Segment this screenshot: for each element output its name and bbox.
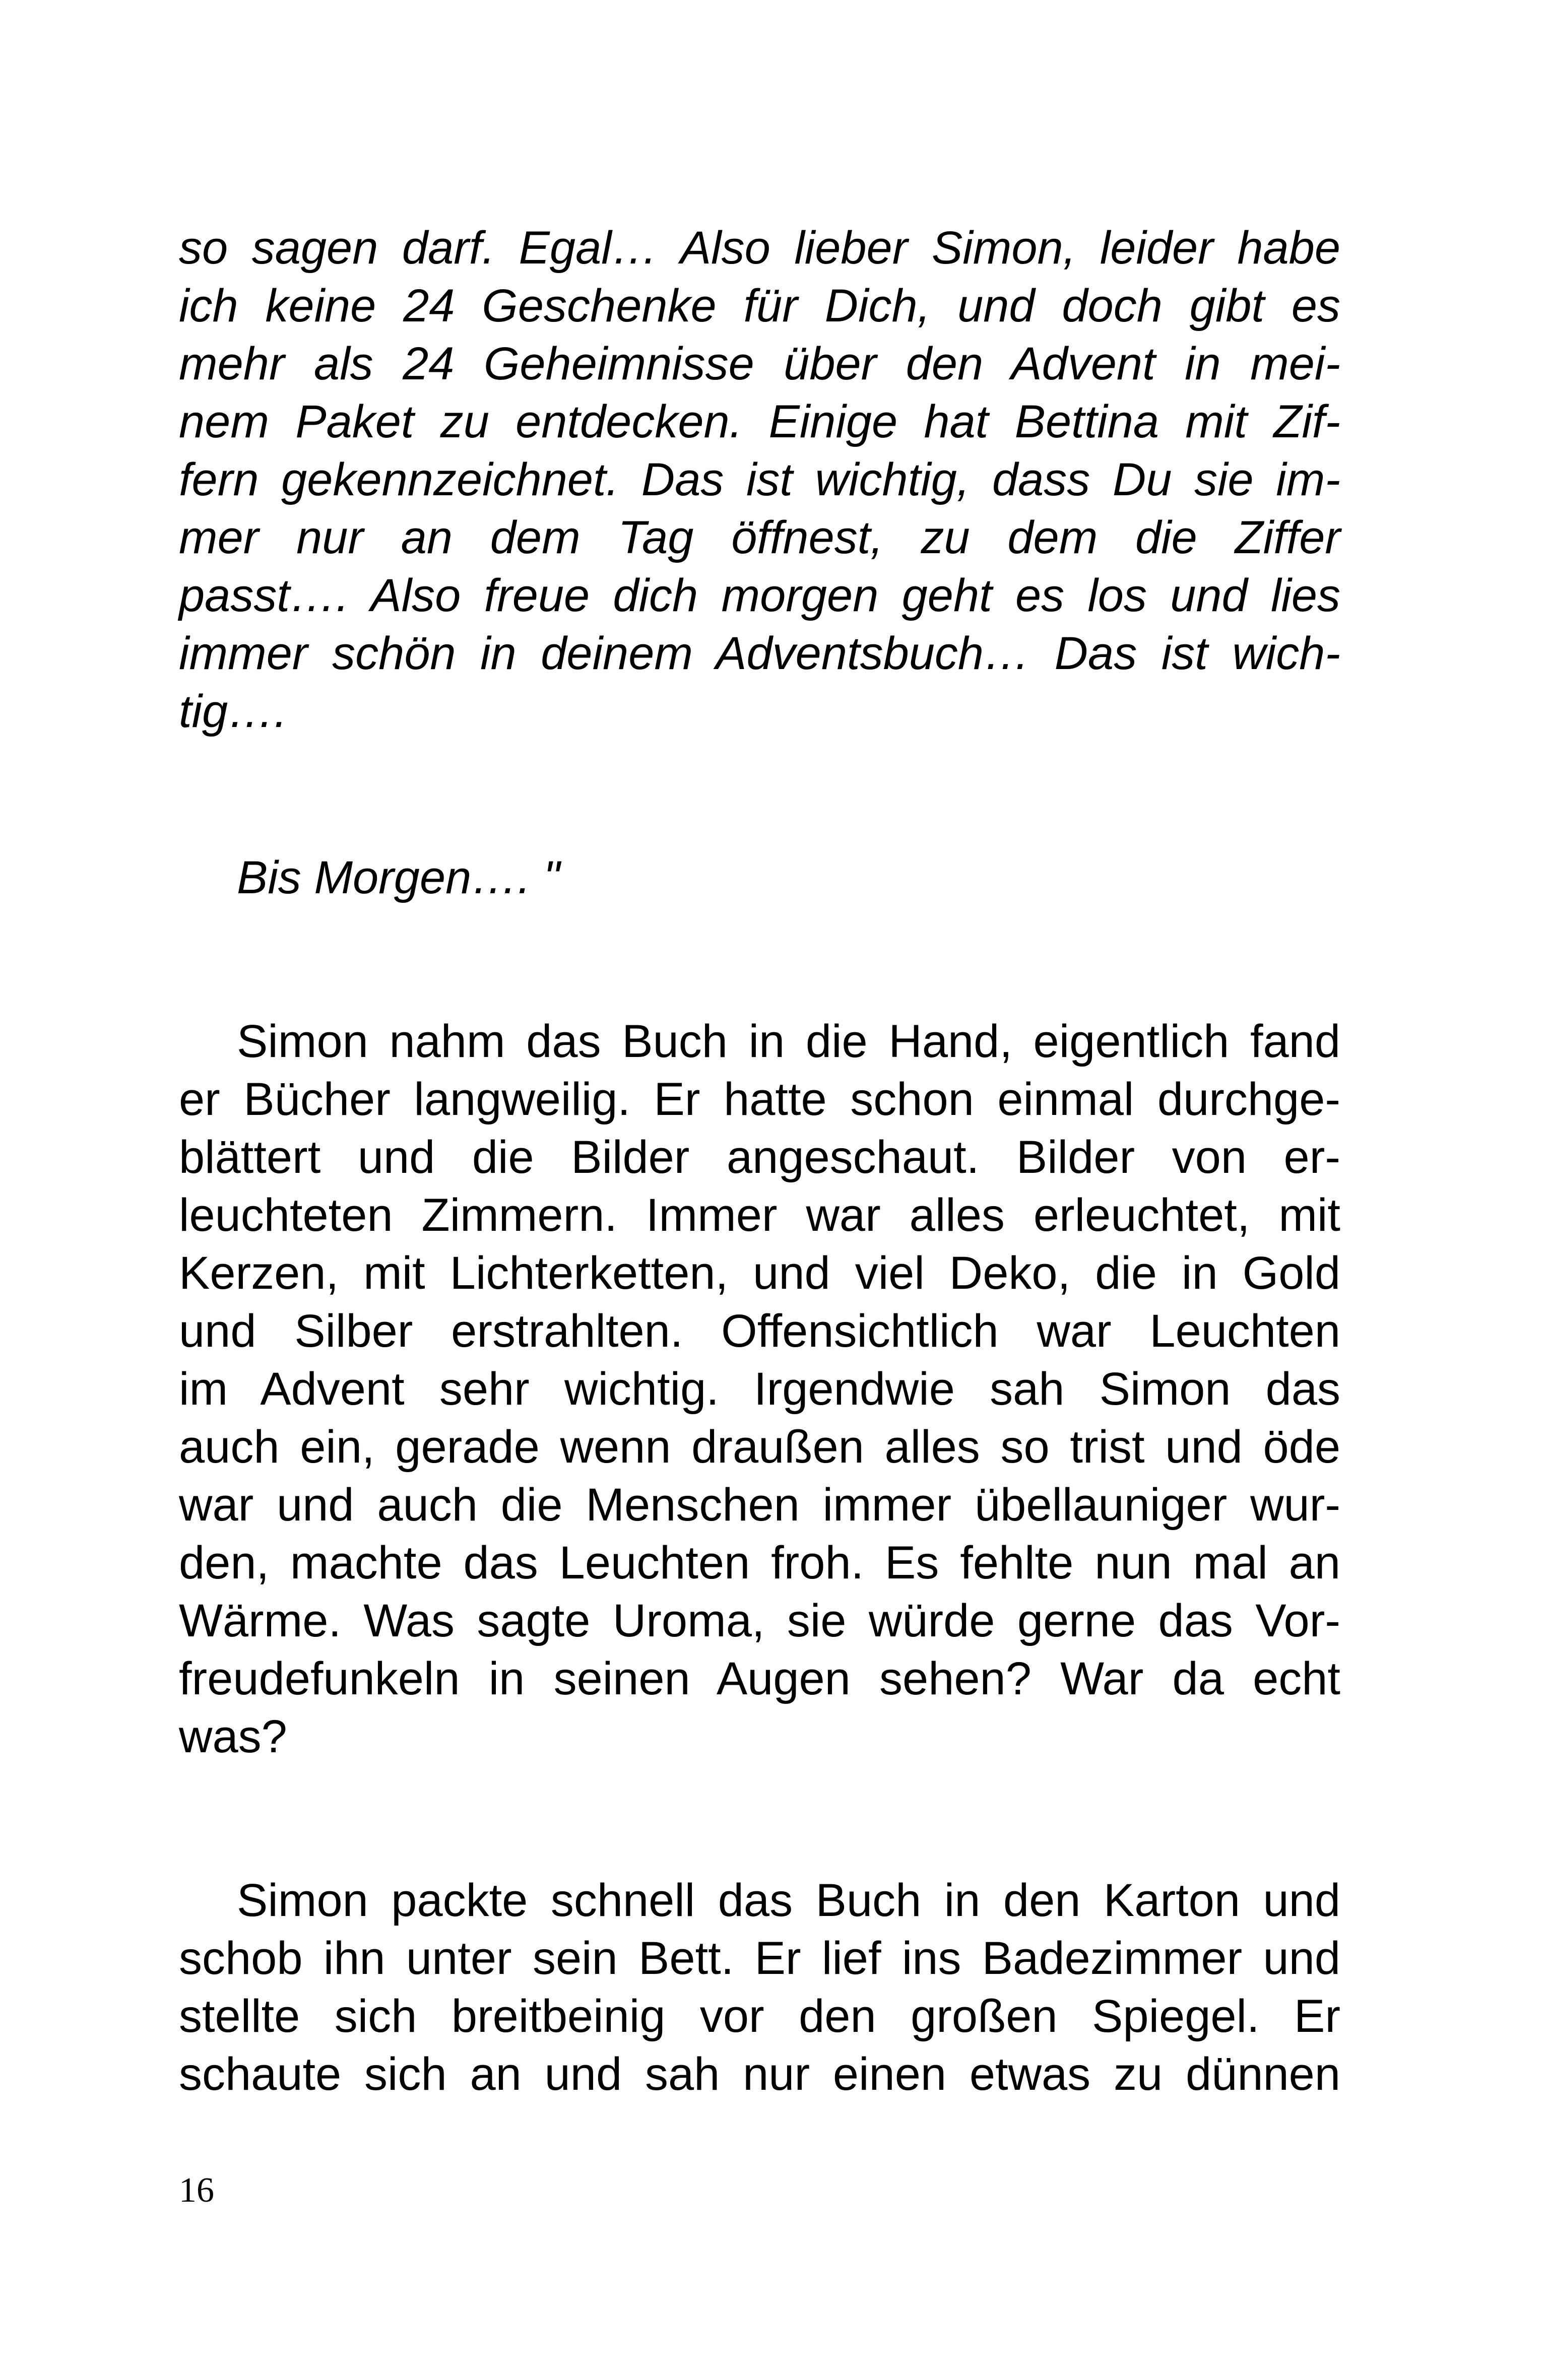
paragraph-line: Simon nahm das Buch in die Hand, eigentlich fand — [237, 1016, 1340, 1067]
paragraph-line: auch ein, gerade wenn draußen alles so trist und öde — [179, 1421, 1340, 1473]
letter-line: mehr als 24 Geheimnisse über den Advent in mei- — [179, 338, 1340, 389]
letter-line: tig…. — [179, 686, 287, 737]
page-number: 16 — [179, 2171, 214, 2210]
paragraph-line: und Silber erstrahlten. Offensichtlich war Leuchten — [179, 1305, 1340, 1357]
paragraph-line: freudefunkeln in seinen Augen sehen? War da echt — [179, 1653, 1340, 1704]
paragraph-line: im Advent sehr wichtig. Irgendwie sah Simon das — [179, 1363, 1340, 1415]
paragraph-line: blättert und die Bilder angeschaut. Bilder von er- — [179, 1132, 1340, 1183]
letter-line: mer nur an dem Tag öffnest, zu dem die Ziffer — [179, 512, 1340, 563]
paragraph-line: schaute sich an und sah nur einen etwas zu dünnen — [179, 2048, 1340, 2100]
letter-closing: Bis Morgen…. " — [237, 852, 560, 903]
paragraph-line: war und auch die Menschen immer übellauniger wur- — [179, 1479, 1340, 1531]
paragraph-line: den, machte das Leuchten froh. Es fehlte nun mal an — [179, 1537, 1340, 1589]
letter-line: fern gekennzeichnet. Das ist wichtig, dass Du sie im- — [179, 454, 1340, 505]
paragraph-line: Simon packte schnell das Buch in den Karton und — [237, 1875, 1340, 1926]
paragraph-line: stellte sich breitbeinig vor den großen Spiegel. Er — [179, 1991, 1340, 2042]
letter-line: ich keine 24 Geschenke für Dich, und doch gibt es — [179, 280, 1340, 332]
paragraph-line: er Bücher langweilig. Er hatte schon einmal durchge- — [179, 1074, 1340, 1125]
paragraph-line: leuchteten Zimmern. Immer war alles erleuchtet, mit — [179, 1189, 1340, 1241]
paragraph-line: was? — [179, 1711, 287, 1762]
paragraph-line: Kerzen, mit Lichterketten, und viel Deko, die in Gold — [179, 1247, 1340, 1299]
letter-line: immer schön in deinem Adventsbuch… Das ist wich- — [179, 628, 1340, 679]
letter-line: nem Paket zu entdecken. Einige hat Bettina mit Zif- — [179, 396, 1340, 447]
paragraph-line: schob ihn unter sein Bett. Er lief ins Badezimmer und — [179, 1933, 1340, 1984]
paragraph-line: Wärme. Was sagte Uroma, sie würde gerne das Vor- — [179, 1595, 1340, 1646]
letter-line: so sagen darf. Egal… Also lieber Simon, leider habe — [179, 222, 1340, 274]
letter-line: passt…. Also freue dich morgen geht es los und lies — [179, 570, 1340, 621]
